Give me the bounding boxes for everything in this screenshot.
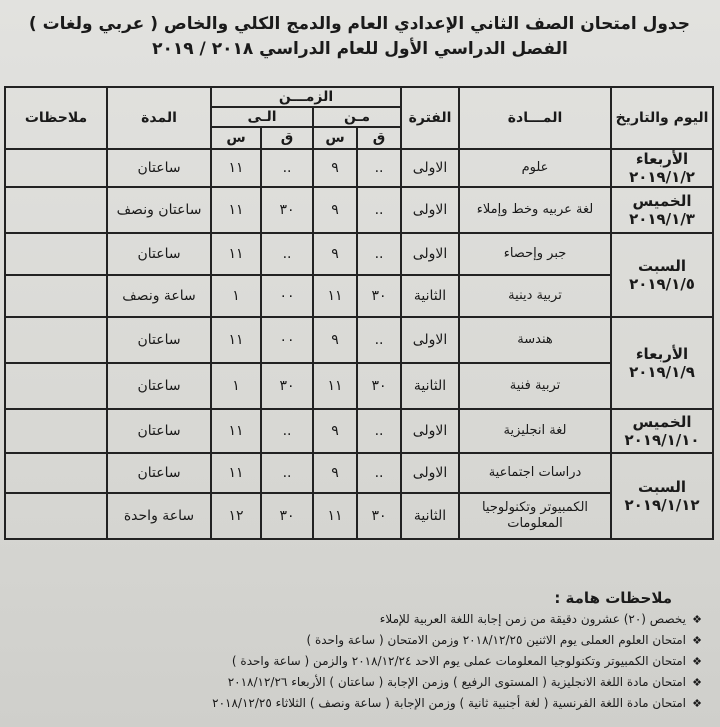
from-hours-cell: ٩ <box>313 317 357 363</box>
table-row <box>5 493 713 539</box>
header-from: مـن <box>313 107 401 127</box>
day-cell <box>611 233 713 317</box>
from-hours-cell: ٩ <box>313 409 357 453</box>
from-hours-cell: ٩ <box>313 233 357 275</box>
notes-cell <box>5 187 107 233</box>
to-minutes-cell: .. <box>261 409 313 453</box>
from-minutes-cell: ٣٠ <box>357 363 401 409</box>
note-item <box>20 630 702 651</box>
table-row <box>5 275 713 317</box>
notes-cell <box>5 317 107 363</box>
table-row <box>5 363 713 409</box>
period-cell: الاولى <box>401 453 459 493</box>
from-hours-cell: ١١ <box>313 363 357 409</box>
to-hours-cell: ١١ <box>211 233 261 275</box>
subject-cell: جبر وإحصاء <box>459 233 611 275</box>
day-cell <box>611 187 713 233</box>
table-row <box>5 409 713 453</box>
schedule-table <box>4 86 714 540</box>
duration-cell: ساعتان <box>107 453 211 493</box>
diamond-bullet-icon: ❖ <box>692 613 702 626</box>
period-cell: الاولى <box>401 409 459 453</box>
day-date: ٢٠١٩/١/٢ <box>629 168 695 186</box>
duration-cell: ساعة ونصف <box>107 275 211 317</box>
to-hours-cell: ١ <box>211 363 261 409</box>
notes-cell <box>5 233 107 275</box>
subject-cell: لغة انجليزية <box>459 409 611 453</box>
day-name: الخميس <box>632 192 692 210</box>
period-cell: الاولى <box>401 317 459 363</box>
table-row <box>5 149 713 187</box>
to-minutes-cell: ٣٠ <box>261 493 313 539</box>
note-text: يخصص (٢٠) عشرون دقيقة من زمن إجابة اللغة العربية للإملاء <box>379 612 686 626</box>
diamond-bullet-icon: ❖ <box>692 634 702 647</box>
notes-cell <box>5 275 107 317</box>
diamond-bullet-icon: ❖ <box>692 697 702 710</box>
to-hours-cell: ١١ <box>211 187 261 233</box>
to-hours-cell: ١ <box>211 275 261 317</box>
day-date: ٢٠١٩/١/٥ <box>629 275 695 293</box>
day-cell <box>611 149 713 187</box>
title-line-2: الفصل الدراسي الأول للعام الدراسي ٢٠١٨ / ٢٠١٩ <box>152 39 568 59</box>
note-item <box>20 672 702 693</box>
from-minutes-cell: ٣٠ <box>357 275 401 317</box>
period-cell: الاولى <box>401 187 459 233</box>
from-hours-cell: ١١ <box>313 275 357 317</box>
period-cell: الثانية <box>401 493 459 539</box>
period-cell: الاولى <box>401 233 459 275</box>
duration-cell: ساعتان <box>107 149 211 187</box>
to-hours-cell: ١١ <box>211 409 261 453</box>
notes-cell <box>5 363 107 409</box>
day-cell <box>611 453 713 539</box>
table-row <box>5 453 713 493</box>
from-hours-cell: ٩ <box>313 149 357 187</box>
day-name: الأربعاء <box>635 345 689 363</box>
to-minutes-cell: ٠٠ <box>261 317 313 363</box>
from-minutes-cell: .. <box>357 233 401 275</box>
from-hours-cell: ٩ <box>313 187 357 233</box>
day-cell <box>611 409 713 453</box>
duration-cell: ساعتان <box>107 363 211 409</box>
day-name: السبت <box>637 478 687 496</box>
day-date: ٢٠١٩/١/٩ <box>629 363 695 381</box>
from-minutes-cell: ٣٠ <box>357 493 401 539</box>
subject-cell: علوم <box>459 149 611 187</box>
to-hours-cell: ١١ <box>211 317 261 363</box>
period-cell: الثانية <box>401 363 459 409</box>
subject-cell: هندسة <box>459 317 611 363</box>
duration-cell: ساعتان ونصف <box>107 187 211 233</box>
to-minutes-cell: ٣٠ <box>261 363 313 409</box>
notes-cell <box>5 493 107 539</box>
day-date: ٢٠١٩/١/٣ <box>629 210 695 228</box>
header-to: الـى <box>211 107 313 127</box>
table-row <box>5 233 713 275</box>
header-day-date: اليوم والتاريخ <box>611 87 713 149</box>
from-minutes-cell: .. <box>357 187 401 233</box>
day-cell <box>611 317 713 409</box>
notes-cell <box>5 453 107 493</box>
subject-cell: لغة عربيه وخط وإملاء <box>459 187 611 233</box>
header-from-hours: س <box>313 127 357 149</box>
from-minutes-cell: .. <box>357 317 401 363</box>
header-to-hours: س <box>211 127 261 149</box>
to-hours-cell: ١١ <box>211 453 261 493</box>
header-notes: ملاحظات <box>5 87 107 149</box>
note-item <box>20 651 702 672</box>
day-name: الخميس <box>632 413 692 431</box>
note-text: امتحان العلوم العملى يوم الاثنين ٢٠١٨/١٢/٢٥ وزمن الامتحان ( ساعة واحدة ) <box>306 633 686 647</box>
header-subject: المـــادة <box>459 87 611 149</box>
day-name: السبت <box>637 257 687 275</box>
note-text: امتحان مادة اللغة الانجليزية ( المستوى الرفيع ) وزمن الإجابة ( ساعتان ) الأربعاء ٢٠١٨/١٢/٢٦ <box>227 675 686 689</box>
notes-cell <box>5 149 107 187</box>
to-minutes-cell: ٠٠ <box>261 275 313 317</box>
subject-cell: الكمبيوتر وتكنولوجيا المعلومات <box>459 493 611 539</box>
period-cell: الثانية <box>401 275 459 317</box>
day-date: ٢٠١٩/١/١٠ <box>624 431 700 449</box>
to-minutes-cell: .. <box>261 233 313 275</box>
header-period: الفترة <box>401 87 459 149</box>
to-minutes-cell: ٣٠ <box>261 187 313 233</box>
note-text: امتحان مادة اللغة الفرنسية ( لغة أجنبية ثانية ) وزمن الإجابة ( ساعة ونصف ) الثلاثاء ٢٠١٨/١٢/٢٥ <box>212 696 686 710</box>
title-line-1: جدول امتحان الصف الثاني الإعدادي العام والدمج الكلي والخاص ( عربي ولغات ) <box>28 14 690 34</box>
header-to-minutes: ق <box>261 127 313 149</box>
table-row <box>5 187 713 233</box>
to-hours-cell: ١٢ <box>211 493 261 539</box>
document-title <box>30 12 690 62</box>
from-minutes-cell: .. <box>357 149 401 187</box>
header-time: الزمـــن <box>211 87 401 107</box>
duration-cell: ساعتان <box>107 409 211 453</box>
to-minutes-cell: .. <box>261 453 313 493</box>
subject-cell: تربية فنية <box>459 363 611 409</box>
notes-cell <box>5 409 107 453</box>
header-duration: المدة <box>107 87 211 149</box>
duration-cell: ساعتان <box>107 233 211 275</box>
diamond-bullet-icon: ❖ <box>692 676 702 689</box>
day-name: الأربعاء <box>635 150 689 168</box>
subject-cell: تربية دينية <box>459 275 611 317</box>
important-notes <box>20 588 702 714</box>
table-row <box>5 317 713 363</box>
note-item <box>20 609 702 630</box>
period-cell: الاولى <box>401 149 459 187</box>
day-date: ٢٠١٩/١/١٢ <box>624 496 700 514</box>
to-minutes-cell: .. <box>261 149 313 187</box>
note-item <box>20 693 702 714</box>
note-text: امتحان الكمبيوتر وتكنولوجيا المعلومات عملى يوم الاحد ٢٠١٨/١٢/٢٤ والزمن ( ساعة واحدة ) <box>231 654 686 668</box>
header-from-minutes: ق <box>357 127 401 149</box>
from-hours-cell: ٩ <box>313 453 357 493</box>
from-minutes-cell: .. <box>357 409 401 453</box>
from-hours-cell: ١١ <box>313 493 357 539</box>
from-minutes-cell: .. <box>357 453 401 493</box>
subject-cell: دراسات اجتماعية <box>459 453 611 493</box>
notes-title: ملاحظات هامة : <box>554 589 672 607</box>
diamond-bullet-icon: ❖ <box>692 655 702 668</box>
duration-cell: ساعتان <box>107 317 211 363</box>
duration-cell: ساعة واحدة <box>107 493 211 539</box>
to-hours-cell: ١١ <box>211 149 261 187</box>
